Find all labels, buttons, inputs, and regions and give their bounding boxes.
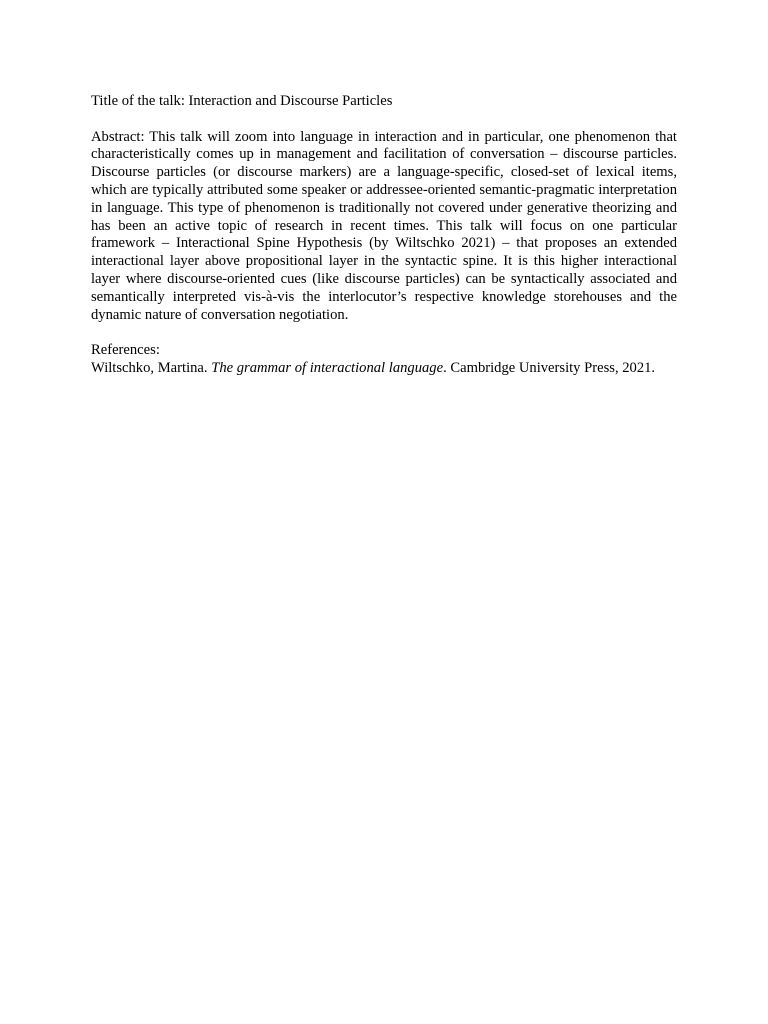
paragraph-spacer (91, 111, 677, 129)
reference-entry (91, 360, 677, 378)
reference-author: Wiltschko, Martina. (91, 359, 212, 376)
references-heading: References: (91, 342, 160, 359)
reference-title: The grammar of interactional language (211, 359, 444, 376)
paragraph-spacer (91, 324, 677, 342)
reference-publisher: . Cambridge University Press, 2021. (443, 359, 656, 376)
talk-title: Title of the talk: Interaction and Discourse Particles (91, 93, 393, 109)
abstract-paragraph: Abstract: This talk will zoom into language in interaction and in particular, one phenomenon that characteristically comes up in management and facilitation of conversation – discourse particles. Discourse particles (or discourse markers) are a language-specific, closed-set of lexical items, which are typically attributed some speaker or addressee-oriented semantic-pragmatic interpretation in language. This type of phenomenon is traditionally not covered under generative theorizing and has been an active topic of research in recent times. This talk will focus on one particular framework – Interactional Spine Hypothesis (by Wiltschko 2021) – that proposes an extended interactional layer above propositional layer in the syntactic spine. It is this higher interactional layer where discourse-oriented cues (like discourse particles) can be syntactically associated and semantically interpreted vis-à-vis the interlocutor’s respective knowledge storehouses and the dynamic nature of conversation negotiation. (91, 128, 677, 323)
document-body (91, 93, 677, 378)
